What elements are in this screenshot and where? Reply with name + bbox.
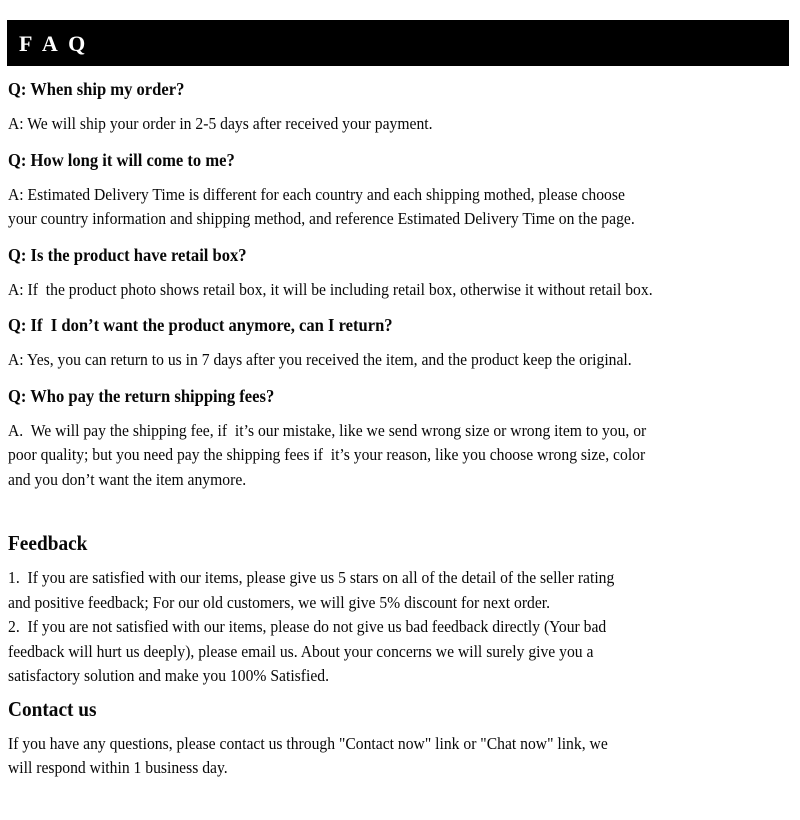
text-line: 1. If you are satisfied with our items, please give us 5 stars on all of the detail of the seller rating [8,568,615,587]
text-line: A: We will ship your order in 2-5 days after received your payment. [8,114,433,133]
faq-question-1 [8,77,737,102]
text-line: A: Estimated Delivery Time is different for each country and each shipping mothed, please choose [8,184,625,204]
text-line: and positive feedback; For our old customers, we will give 5% discount for next order. [8,592,551,612]
text-line: Feedback [8,531,88,555]
text-line: If you have any questions, please contact us through "Contact now" link or "Chat now" link, we [8,733,608,753]
content-area [8,77,800,781]
text-line: 2. If you are not satisfied with our items, please do not give us bad feedback directly (Your bad [8,617,607,636]
faq-answer-1 [8,112,737,137]
faq-question-4 [8,313,737,338]
contact-heading [8,696,737,723]
faq-question-5 [8,384,737,409]
faq-question-2 [8,148,737,173]
text-line: poor quality; but you need pay the shipping fees if it’s your reason, like you choose wrong size, color [8,445,646,464]
text-line: Q: When ship my order? [8,79,185,99]
feedback-heading [8,530,737,557]
faq-answer-4 [8,348,737,373]
faq-answer-5 [8,419,737,493]
text-line: Q: How long it will come to me? [8,149,235,170]
text-blocks [8,77,737,781]
faq-answer-2 [8,183,737,232]
text-line: A. We will pay the shipping fee, if it’s our mistake, like we send wrong size or wrong item to you, or [8,420,647,440]
text-line: Q: Who pay the return shipping fees? [8,385,275,406]
text-line: will respond within 1 business day. [8,758,228,777]
page [0,20,800,820]
text-line: and you don’t want the item anymore. [8,469,247,489]
faq-answer-3 [8,278,737,303]
text-line: Contact us [8,696,97,721]
text-line: satisfactory solution and make you 100% Satisfied. [8,666,330,685]
feedback-body [8,566,737,689]
text-line: Q: If I don’t want the product anymore, can I return? [8,315,393,335]
faq-header-bar [7,20,789,66]
faq-question-3 [8,243,737,268]
contact-body [8,732,737,781]
text-line: feedback will hurt us deeply), please email us. About your concerns we will surely give you a [8,641,594,661]
text-line: your country information and shipping method, and reference Estimated Delivery Time on the page. [8,209,635,228]
text-line: A: Yes, you can return to us in 7 days after you received the item, and the product keep the original. [8,350,632,369]
faq-header-title: F A Q [19,31,89,56]
text-line: A: If the product photo shows retail box, it will be including retail box, otherwise it without retail box. [8,279,653,299]
text-line: Q: Is the product have retail box? [8,244,247,265]
